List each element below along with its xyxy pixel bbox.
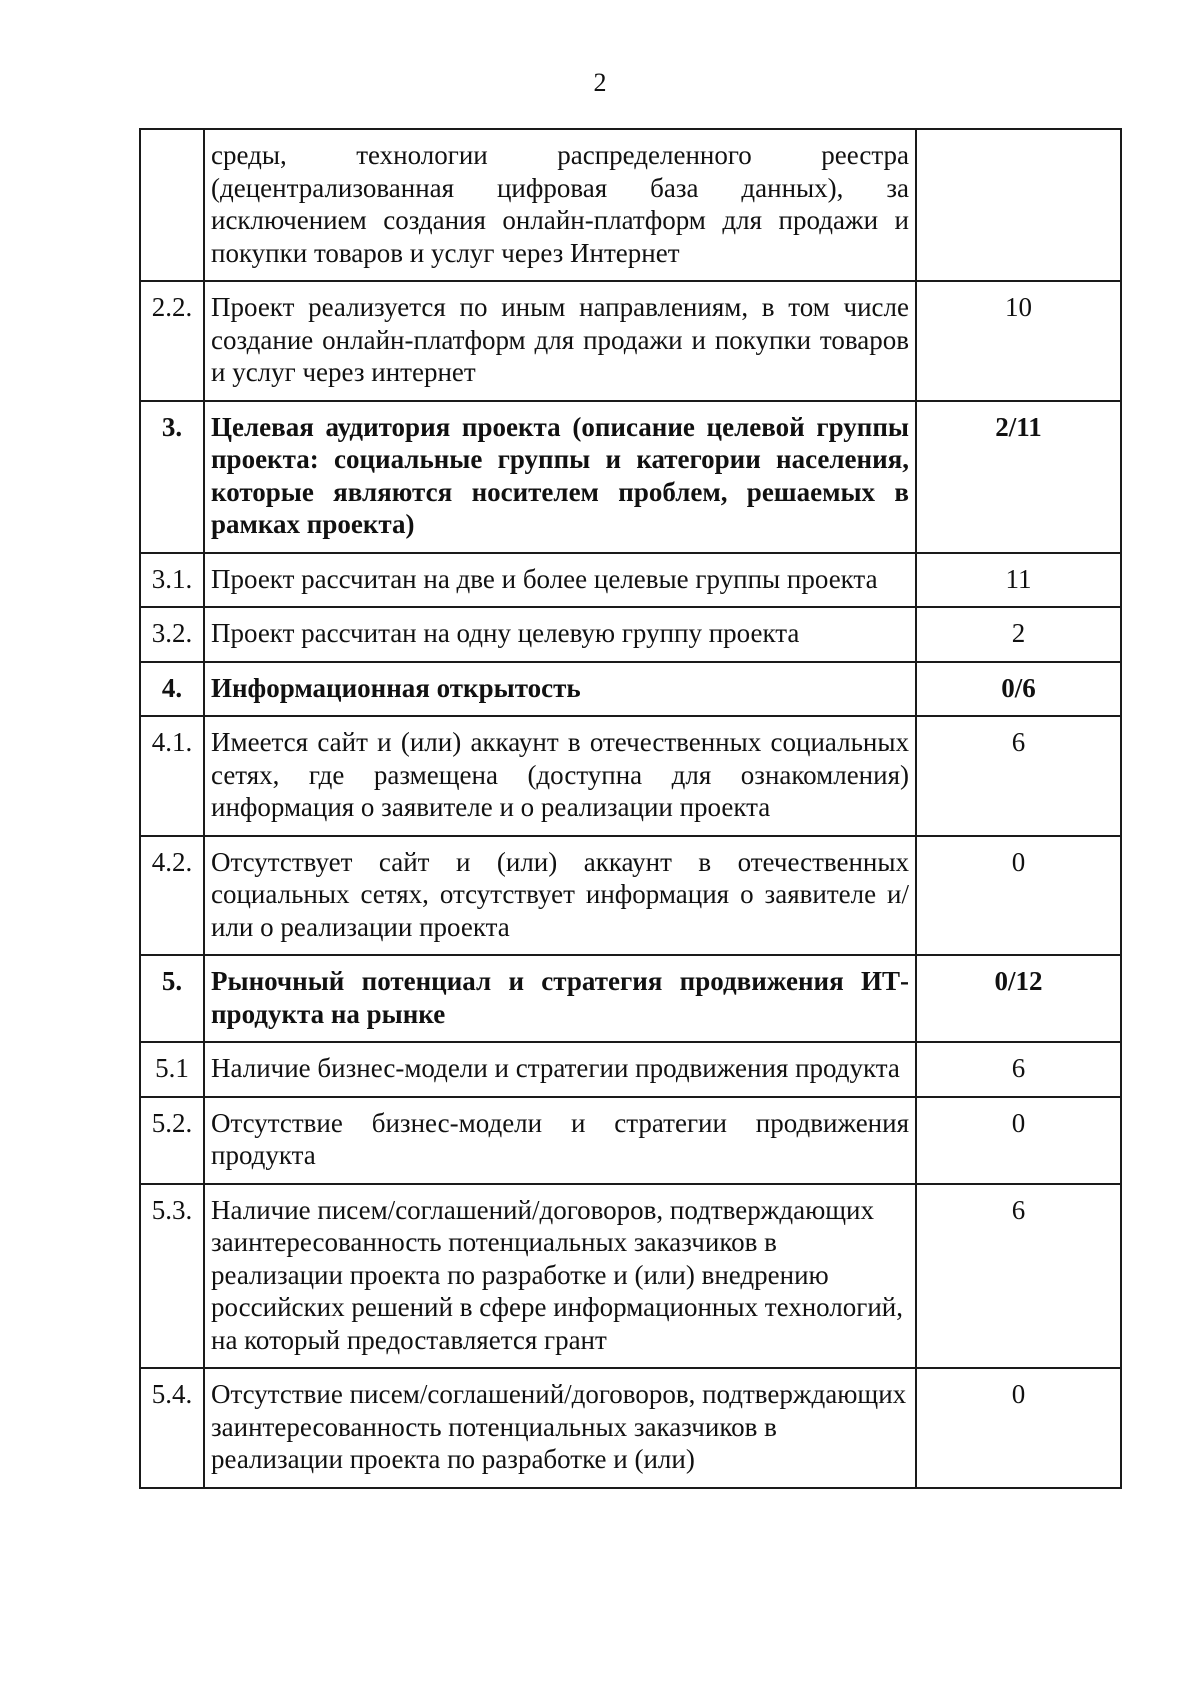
- criterion-text: Имеется сайт и (или) аккаунт в отечественных социальных сетях, где размещена (доступна для ознакомления) информация о заявителе и о реализации проекта: [204, 716, 916, 836]
- row-number: 4.1.: [140, 716, 204, 836]
- section-row: [140, 401, 1121, 553]
- criterion-row: [140, 607, 1121, 662]
- row-number: [140, 129, 204, 281]
- criterion-text: Наличие писем/соглашений/договоров, подтверждающих заинтересованность потенциальных заказчиков в реализации проекта по разработке и (или) внедрению российских решений в сфере информационных технологий, на который предоставляется грант: [204, 1184, 916, 1369]
- row-number: 5.: [140, 955, 204, 1042]
- row-number: 3.: [140, 401, 204, 553]
- criterion-row: [140, 281, 1121, 401]
- criteria-table-body: [140, 129, 1121, 1488]
- criterion-row: [140, 553, 1121, 608]
- row-number: 5.3.: [140, 1184, 204, 1369]
- criteria-table: [139, 128, 1122, 1489]
- row-number: 3.2.: [140, 607, 204, 662]
- criterion-score: 2/11: [916, 401, 1121, 553]
- criterion-row: [140, 716, 1121, 836]
- criterion-text: Информационная открытость: [204, 662, 916, 717]
- row-number: 4.2.: [140, 836, 204, 956]
- criterion-score: 0: [916, 836, 1121, 956]
- criterion-score: 0/12: [916, 955, 1121, 1042]
- criterion-text: Наличие бизнес-модели и стратегии продвижения продукта: [204, 1042, 916, 1097]
- criterion-score: [916, 129, 1121, 281]
- criterion-row: [140, 1097, 1121, 1184]
- criterion-text: среды, технологии распределенного реестра (децентрализованная цифровая база данных), за исключением создания онлайн-платформ для продажи и покупки товаров и услуг через Интернет: [204, 129, 916, 281]
- criterion-row: [140, 1042, 1121, 1097]
- criterion-row: [140, 129, 1121, 281]
- criterion-text: Проект реализуется по иным направлениям, в том числе создание онлайн-платформ для продажи и покупки товаров и услуг через интернет: [204, 281, 916, 401]
- criterion-score: 6: [916, 716, 1121, 836]
- criterion-score: 6: [916, 1042, 1121, 1097]
- page-number: 2: [593, 68, 607, 97]
- criterion-score: 2: [916, 607, 1121, 662]
- criterion-text: Отсутствует сайт и (или) аккаунт в отечественных социальных сетях, отсутствует информация о заявителе и/или о реализации проекта: [204, 836, 916, 956]
- criterion-text: Отсутствие бизнес-модели и стратегии продвижения продукта: [204, 1097, 916, 1184]
- criterion-score: 10: [916, 281, 1121, 401]
- section-row: [140, 955, 1121, 1042]
- criterion-score: 0: [916, 1368, 1121, 1488]
- criterion-score: 11: [916, 553, 1121, 608]
- criterion-row: [140, 836, 1121, 956]
- row-number: 5.4.: [140, 1368, 204, 1488]
- criterion-score: 0: [916, 1097, 1121, 1184]
- criterion-row: [140, 1368, 1121, 1488]
- criterion-text: Проект рассчитан на две и более целевые группы проекта: [204, 553, 916, 608]
- criterion-text: Отсутствие писем/соглашений/договоров, подтверждающих заинтересованность потенциальных заказчиков в реализации проекта по разработке и (или): [204, 1368, 916, 1488]
- criterion-score: 6: [916, 1184, 1121, 1369]
- criterion-text: Целевая аудитория проекта (описание целевой группы проекта: социальные группы и категории населения, которые являются носителем проблем, решаемых в рамках проекта): [204, 401, 916, 553]
- row-number: 2.2.: [140, 281, 204, 401]
- section-row: [140, 662, 1121, 717]
- criterion-row: [140, 1184, 1121, 1369]
- row-number: 3.1.: [140, 553, 204, 608]
- row-number: 5.2.: [140, 1097, 204, 1184]
- criterion-text: Проект рассчитан на одну целевую группу проекта: [204, 607, 916, 662]
- row-number: 5.1: [140, 1042, 204, 1097]
- criterion-text: Рыночный потенциал и стратегия продвижения ИТ-продукта на рынке: [204, 955, 916, 1042]
- criterion-score: 0/6: [916, 662, 1121, 717]
- row-number: 4.: [140, 662, 204, 717]
